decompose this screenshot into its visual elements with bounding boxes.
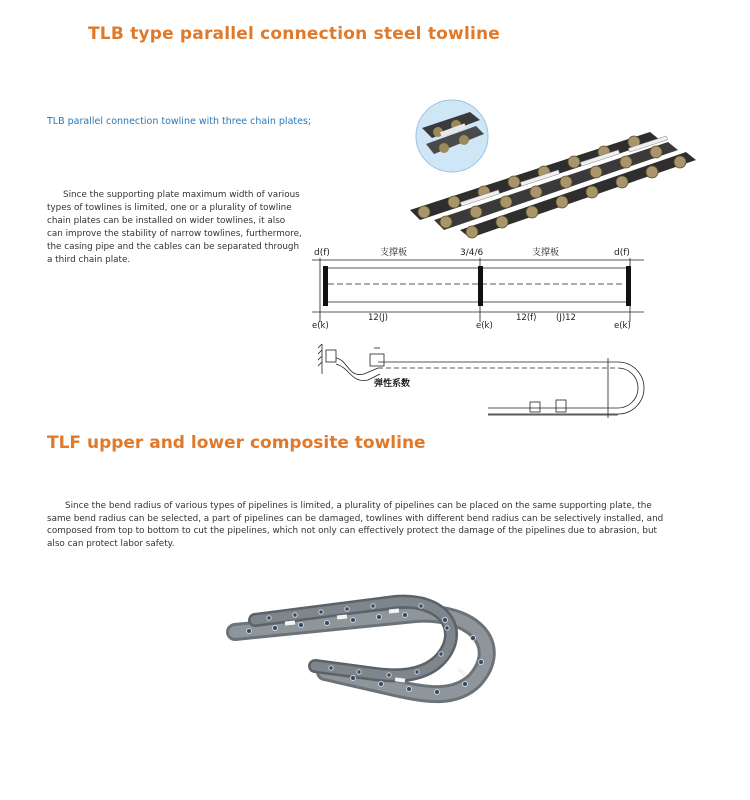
label-e-mid: e(k)	[476, 321, 493, 331]
section2-paragraph: Since the bend radius of various types of pipelines is limited, a plurality of pipelines can be placed on the same supporting plate, the same bend radius can be selected, a part of pipelines can be damaged, towlines with different bend radius can be selectively installed, and composed from top to bottom to cut the pipelines, which not only can effectively protect the damage of the pipelines due to abrasion, but also can protect labor safety.	[47, 501, 664, 549]
label-12f: 12(f)	[516, 313, 537, 323]
composite-towline-photo	[225, 590, 525, 705]
label-j12: (J)12	[556, 313, 576, 323]
label-12j: 12(J)	[368, 313, 388, 323]
section1-paragraph: Since the supporting plate maximum width of various types of towlines is limited, one or a plurality of towline chain plates can be installed on wider towlines, it also can improve the stability of narrow towlines, furthermore, the casing pipe and the cables can be separated through a third chain plate.	[47, 190, 302, 265]
side-view-diagram	[318, 338, 658, 420]
label-e-left: e(k)	[312, 321, 329, 331]
section2-title: TLF upper and lower composite towline	[47, 433, 426, 453]
label-d-left: d(f)	[314, 248, 330, 258]
label-e-right: e(k)	[614, 321, 631, 331]
section1-subtitle: TLB parallel connection towline with three chain plates;	[47, 116, 312, 127]
section1-title: TLB type parallel connection steel towline	[88, 24, 501, 44]
steel-towline-photo	[400, 98, 700, 240]
label-support-right: 支撑板	[532, 248, 560, 258]
label-d-right: d(f)	[614, 248, 630, 258]
label-support-left: 支撑板	[380, 248, 408, 258]
cross-section-diagram	[308, 242, 648, 334]
label-mid: 3/4/6	[460, 248, 484, 258]
label-elastic: 弹性系数	[374, 379, 411, 389]
